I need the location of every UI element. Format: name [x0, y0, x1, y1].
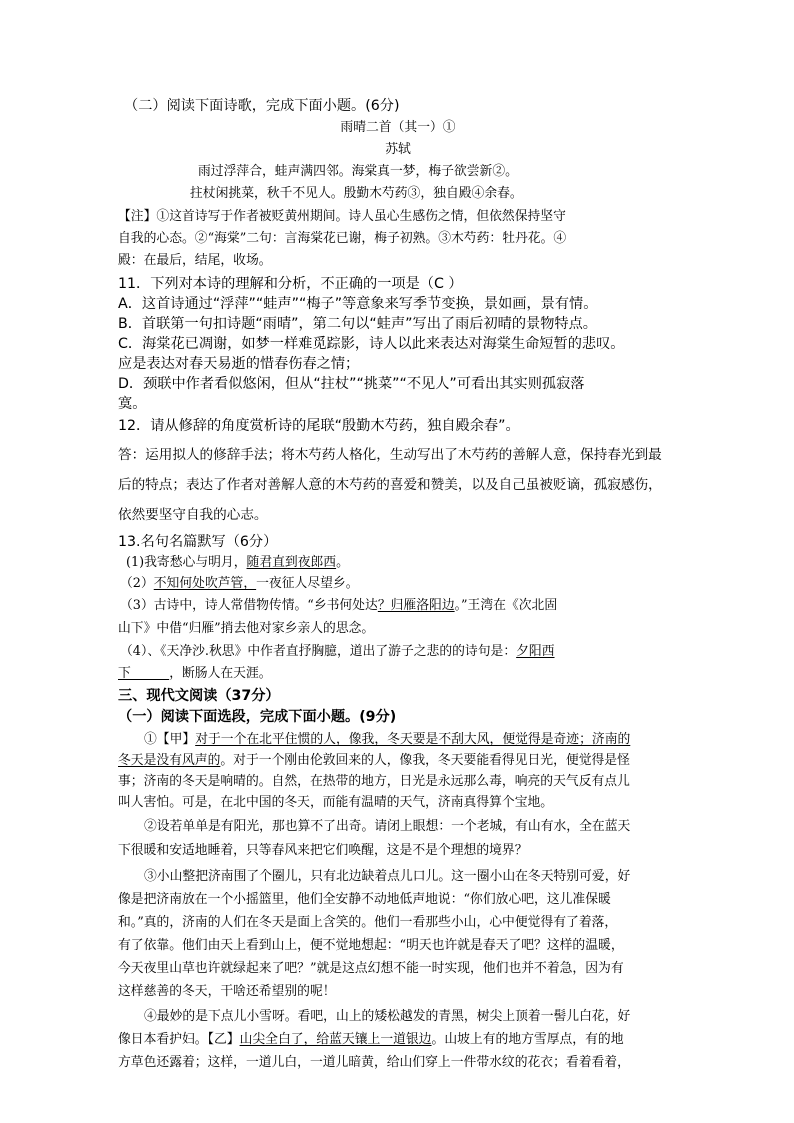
passage-jia-underlined-end: 冬天是没有风声的 [118, 753, 221, 768]
poem-line: 雨过浮萍合，蛙声满四邻。海棠真一梦，梅子欲尝新②。 [198, 164, 518, 179]
passage-p4-line [118, 1028, 678, 1051]
q13-item-2 [120, 573, 678, 594]
passage-p3-line: 今天夜里山草也许就绿起来了吧？”就是这点幻想不能一时实现，他们也并不着急，因为有 [118, 961, 624, 976]
poem-author: 苏轼 [385, 142, 411, 157]
passage-p3-line: 有了依靠。他们由天上看到山上，便不觉地想起：“明天也许就是春天了吧？这样的温暖， [118, 938, 624, 953]
q13-item-3-continued: 山下》中借“归雁”捎去他对家乡亲人的思念。 [118, 621, 375, 636]
passage-p1-line [118, 729, 678, 750]
q12-stem: 12．请从修辞的角度赏析诗的尾联“殷勤木芍药，独自殿余春”。 [118, 418, 520, 434]
q11-option-b: B．首联第一句扣诗题“雨晴”，第二句以“蛙声”写出了雨后初晴的景物特点。 [118, 316, 597, 332]
q13-item-1-end: 。 [336, 555, 349, 570]
passage-p2-line: 下很暖和安适地睡着，只等春风来把它们唤醒，这是不是个理想的境界？ [118, 843, 528, 858]
passage-p4-line: ④最妙的是下点儿小雪呀。看吧，山上的矮松越发的青黑，树尖上顶着一髻儿白花，好 [144, 1009, 631, 1024]
poem-note-line: 自我的心态。②“海棠”二句：言海棠花已谢，梅子初熟。③木芍药：牡丹花。④ [118, 231, 567, 246]
passage-p2-line: ②设若单单是有阳光，那也算不了出奇。请闭上眼想：一个老城，有山有水，全在蓝天 [144, 819, 631, 834]
passage-p3-line: 像是把济南放在一个小摇篮里，他们全安静不动地低声地说：“你们放心吧，这儿准保暖 [118, 892, 611, 907]
q12-answer-line: 答：运用拟人的修辞手法；将木芍药人格化，生动写出了木芍药的善解人意，保持春光到最 [118, 447, 662, 463]
q11-option-a: A．这首诗通过“浮萍”“蛙声”“梅子”等意象来写季节变换，景如画，景有情。 [118, 296, 598, 312]
q13-item-3-end: 。”王湾在《次北固 [454, 598, 558, 613]
passage-p1-line: 叫人害怕。可是，在北中国的冬天，而能有温晴的天气，济南真得算个宝地。 [118, 795, 554, 810]
q11-stem: 11．下列对本诗的理解和分析，不正确的一项是（C ） [118, 276, 463, 292]
q13-item-2-end: 一夜征人尽望乡。 [256, 576, 359, 591]
passage-p3-line: 这样慈善的冬天，干啥还希望别的呢！ [118, 984, 336, 999]
passage-marker-jia: ①【甲】 [144, 732, 196, 747]
passage-p1-text: 。对于一个刚由伦敦回来的人，像我，冬天要能看得见日光，便觉得是怪 [220, 753, 630, 768]
q13-item-4-answer-end: 下 [118, 666, 170, 681]
passage-p4-text: 像日本看护妇。【乙】 [118, 1032, 240, 1047]
passage-p4-text-end: 。山坡上有的地方雪厚点，有的地 [431, 1032, 624, 1047]
q13-item-1-prompt: (1)我寄愁心与明月， [126, 555, 247, 570]
q11-option-d: D．颈联中作者看似悠闲，但从“拄杖”“挑菜”“不见人”可看出其实则孤寂落 [118, 376, 585, 392]
modern-subsection-heading: （一）阅读下面选段，完成下面小题。(9分) [118, 709, 397, 725]
poem-note-line: 【注】①这首诗写于作者被贬黄州期间。诗人虽心生感伤之情，但依然保持坚守 [118, 209, 566, 224]
q13-stem: 13.名句名篇默写（6分） [118, 534, 278, 550]
document-page [118, 96, 678, 1074]
passage-p4-line: 方草色还露着；这样，一道儿白，一道儿暗黄，给山们穿上一件带水纹的花衣；看着看着， [118, 1055, 630, 1070]
q11-option-c: C．海棠花已凋谢，如梦一样难觅踪影，诗人以此来表达对海棠生命短暂的悲叹。 [118, 336, 625, 352]
q12-answer-line: 依然要坚守自我的心志。 [118, 507, 268, 523]
passage-p3-line: 和。”真的，济南的人们在冬天是面上含笑的。他们一看那些小山，心中便觉得有了着落， [118, 915, 618, 930]
passage-yi-underlined: 山尖全白了，给蓝天镶上一道银边 [239, 1032, 432, 1047]
passage-p1-line: 事；济南的冬天是响晴的。自然，在热带的地方，日光是永远那么毒，响亮的天气反有点儿 [118, 774, 630, 789]
q13-item-1-answer: 随君直到夜郎西 [246, 555, 337, 570]
q13-item-1 [126, 552, 678, 573]
q13-item-4 [120, 640, 678, 663]
q13-item-2-prompt: （2） [120, 576, 154, 591]
q13-item-4-continued [118, 663, 678, 685]
poem-note-line: 殿：在最后，结尾，收场。 [118, 253, 272, 268]
passage-jia-underlined: 对于一个在北平住惯的人，像我，冬天要是不刮大风，便觉得是奇迹；济南的 [195, 732, 631, 747]
q13-item-3 [120, 594, 678, 617]
poem-line: 拄杖闲挑菜，秋千不见人。殷勤木芍药③，独自殿④余春。 [190, 186, 523, 201]
poem-section-heading: （二）阅读下面诗歌，完成下面小题。(6分) [124, 98, 400, 114]
q11-option-c-continued: 应是表达对春天易逝的惜春伤春之情； [118, 356, 360, 372]
q13-item-4-end: ，断肠人在天涯。 [169, 666, 272, 681]
q13-item-4-answer: 夕阳西 [516, 644, 555, 659]
q13-item-2-answer: 不知何处吹芦管， [153, 576, 257, 591]
q12-answer-line: 后的特点；表达了作者对善解人意的木芍药的喜爱和赞美，以及自己虽被贬谪，孤寂感伤， [118, 477, 662, 493]
q13-item-3-answer: ？归雁洛阳边 [377, 598, 455, 613]
q13-item-3-prompt: （3）古诗中，诗人常借物传情。“乡书何处达 [120, 598, 378, 613]
q11-option-d-continued: 寞。 [118, 396, 147, 412]
q13-item-4-prompt: （4）、《天净沙.秋思》中作者直抒胸臆，道出了游子之悲的的诗句是： [120, 644, 517, 659]
passage-p3-line: ③小山整把济南围了个圈儿，只有北边缺着点儿口儿。这一圈小山在冬天特别可爱，好 [144, 869, 631, 884]
modern-section-heading: 三、现代文阅读（37分） [118, 688, 280, 704]
passage-p1-line [118, 750, 678, 771]
poem-title: 雨晴二首（其一）① [340, 120, 456, 135]
